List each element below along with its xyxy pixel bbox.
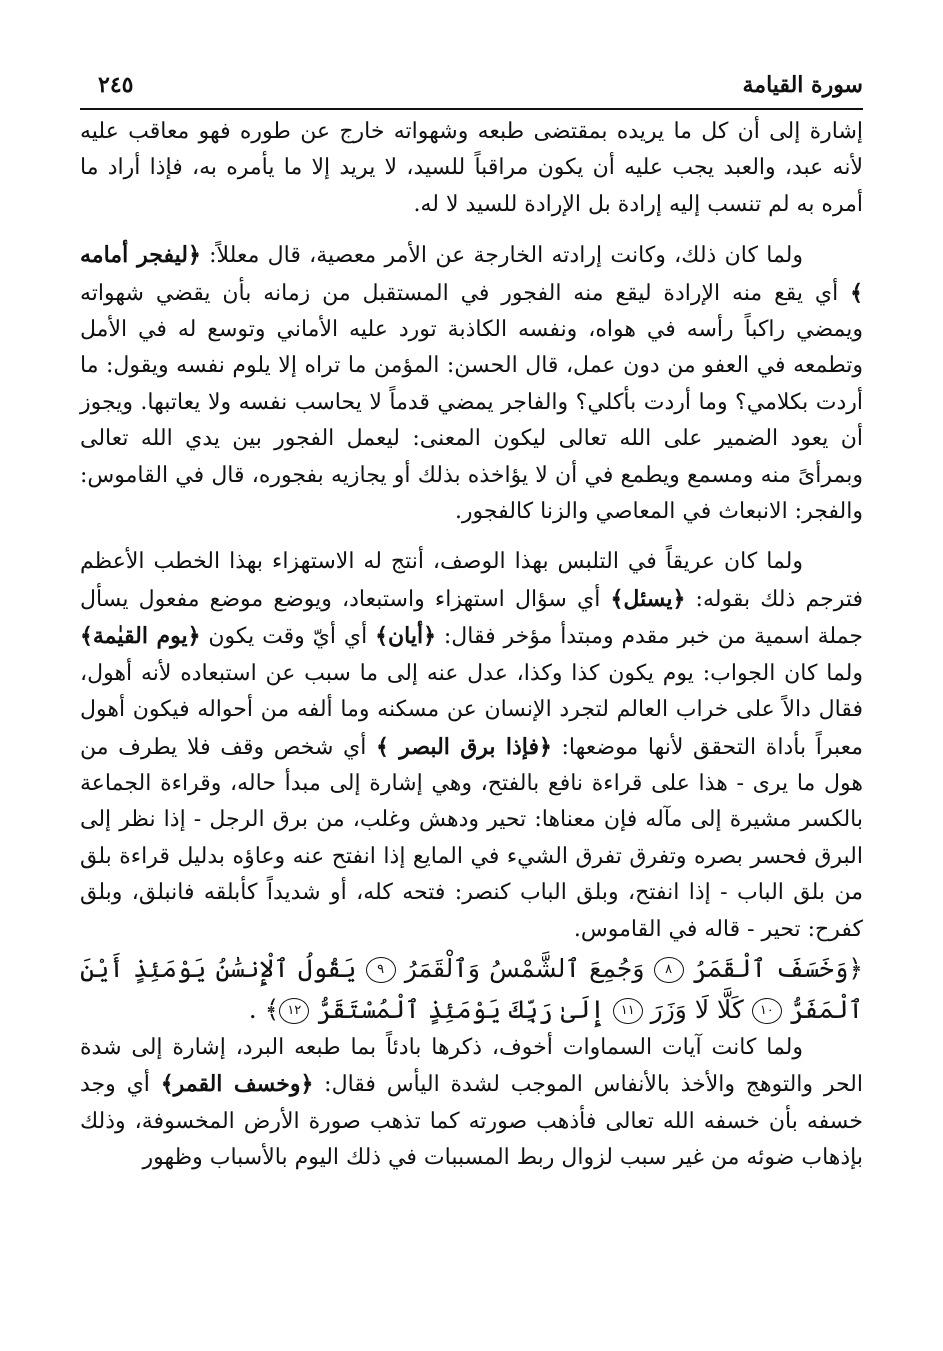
header-rule: [80, 108, 863, 110]
paragraph-4: ولما كانت آيات السماوات أخوف، ذكرها بادئاً بما طبعه البرد، إشارة إلى شدة الحر والتوهج والأخذ بالأنفاس الموجب لشدة اليأس فقال: ﴿وخسف القمر﴾ أي وجد خسفه بأن خسفه الله تعالى فأذهب صورته كما تذهب صورة الأرض المخسوفة، وذلك بإذهاب ضوئه من غير سبب لزوال ربط المسببات في ذلك اليوم بالأسباب وظهور: [80, 1034, 863, 1171]
page-body: [80, 114, 863, 1177]
paragraph-2: ولما كان ذلك، وكانت إرادته الخارجة عن الأمر معصية، قال معللاً: ﴿ليفجر أمامه ﴾ أي يقع منه الإرادة ليقع منه الفجور في المستقبل من زمانه بأن يقضي شهواته ويمضي راكباً رأسه في هواه، ونفسه الكاذبة تورد عليه الأماني وتوسع له في الأمل وتطمعه في العفو من دون عمل، قال الحسن: المؤمن ما تراه إلا يلوم نفسه ويقول: ما أردت بكلامي؟ وما أردت بأكلي؟ والفاجر يمضي قدماً لا يحاسب نفسه ولا يعاتبها. ويجوز أن يعود الضمير على الله تعالى ليكون المعنى: ليعمل الفجور بين يدي الله تعالى وبمرأىً منه ومسمع ويطمع في أن لا يؤاخذه بذلك أو يجازيه بفجوره، قال في القاموس: والفجر: الانبعاث في المعاصي والزنا كالفجور.: [80, 242, 863, 525]
quran-quote: ﴿وخسف القمر﴾: [160, 1071, 314, 1098]
verse-number: ٨: [654, 957, 684, 983]
quran-quote: ﴿أيان﴾: [375, 623, 436, 650]
verse-number: ١١: [613, 998, 643, 1024]
quran-quote: ﴿يسئل﴾: [610, 585, 686, 612]
quran-quote: ﴿يوم القيٰمة﴾: [80, 623, 201, 650]
quran-verse-block: ﴿وَخَسَفَ ٱلْقَمَرُ ٨ وَجُمِعَ ٱلشَّمْسُ وَٱلْقَمَرُ ٩ يَقُولُ ٱلْإِنسَٰنُ يَوْمَئِذٍ أَيْنَ ٱلْمَفَرُّ ١٠ كَلَّا لَا وَزَرَ ١١ إِلَىٰ رَبِّكَ يَوْمَئِذٍ ٱلْمُسْتَقَرُّ ١٢﴾ .: [80, 953, 863, 1024]
quran-quote: ﴿فإذا برق البصر ﴾: [376, 733, 552, 760]
verse-number: ١٢: [279, 998, 309, 1024]
page-number: ٢٤٥: [98, 72, 134, 98]
verse-number: ٩: [366, 957, 396, 983]
paragraph-3: ولما كان عريقاً في التلبس بهذا الوصف، أنتج له الاستهزاء بهذا الخطب الأعظم فترجم ذلك بقوله: ﴿يسئل﴾ أي سؤال استهزاء واستبعاد، ويوضع موضع مفعول يسأل جملة اسمية من خبر مقدم ومبتدأ مؤخر فقال: ﴿أيان﴾ أي أيّ وقت يكون ﴿يوم القيٰمة﴾ ولما كان الجواب: يوم يكون كذا وكذا، عدل عنه إلى ما سبب عن استبعاده لأنه أهول، فقال دالاً على خراب العالم لتجرد الإنسان عن مسكنه وما ألفه من أحواله فيكون أهول معبراً بأداة التحقق لأنها موضعها: ﴿فإذا برق البصر ﴾ أي شخص وقف فلا يطرف من هول ما يرى - هذا على قراءة نافع بالفتح، وهي إشارة إلى مبدأ حاله، وقراءة الجماعة بالكسر مشيرة إلى مآله فإن معناها: تحير ودهش وغلب، من برق الرجل - إذا نظر إلى البرق فحسر بصره وتفرق تفرق الشيء في المايع إذا انفتح عنه وعاؤه بدليل قراءة بلق من بلق الباب - إذا انفتح، وبلق الباب كنصر: فتحه كله، أو شديداً كأبلقه فانبلق، وبلق كفرح: تحير - قاله في القاموس.: [80, 549, 864, 942]
verse-number: ١٠: [752, 998, 782, 1024]
surah-title: سورة القيامة: [742, 72, 863, 98]
page-header: [80, 66, 863, 106]
paragraph-1: إشارة إلى أن كل ما يريده بمقتضى طبعه وشهواته خارج عن طوره فهو معاقب عليه لأنه عبد، والعبد يجب عليه أن يكون مراقباً للسيد، لا يريد إلا ما يأمره به، فإذا أراد ما أمره به لم تنسب إليه إرادة بل الإرادة للسيد لا له.: [80, 119, 863, 217]
quran-quote: ﴿ليفجر أمامه ﴾: [80, 242, 863, 306]
